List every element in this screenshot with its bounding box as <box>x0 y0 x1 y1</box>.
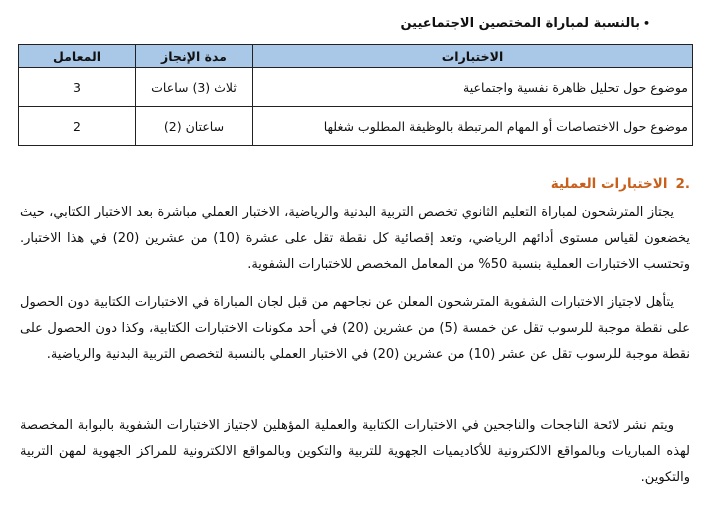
exams-table <box>18 44 693 146</box>
bullet-icon: • <box>642 17 650 30</box>
bullet-heading-text: بالنسبة لمباراة المختصين الاجتماعيين <box>400 16 640 31</box>
bullet-heading <box>400 16 650 31</box>
cell-duration: ساعتان (2) <box>136 107 253 146</box>
table-header-row <box>19 45 693 68</box>
cell-coefficient: 3 <box>19 68 136 107</box>
cell-coefficient: 2 <box>19 107 136 146</box>
header-subject: الاختبارات <box>253 45 693 68</box>
paragraph-publication <box>20 413 690 491</box>
header-coefficient: المعامل <box>19 45 136 68</box>
paragraph-text: يجتاز المترشحون لمباراة التعليم الثانوي تخصص التربية البدنية والرياضية، الاختبار العملي مباشرة بعد الاختبار الكتابي، حيث يخضعون لقياس مستوى أدائهم الرياضي، وتعد إقصائية كل نقطة تقل على عشرة (10) من عشرين (20) في هذا الاختبار. وتحتسب الاختبارات العملية بنسبة 50% من المعامل المخصص للاختبارات الشفوية. <box>20 205 690 272</box>
header-duration: مدة الإنجاز <box>136 45 253 68</box>
cell-subject: موضوع حول الاختصاصات أو المهام المرتبطة بالوظيفة المطلوب شغلها <box>253 107 693 146</box>
paragraph-text: يتأهل لاجتياز الاختبارات الشفوية المترشحون المعلن عن نجاحهم من قبل لجان المباراة في الاختبارات الكتابية دون الحصول على نقطة موجبة للرسوب تقل عن خمسة (5) من عشرين (20) في أحد مكونات الاختبارات الكتابية، وكذا دون الحصول على نقطة موجبة للرسوب تقل عن عشر (10) من عشرين (20) في الاختبار العملي بالنسبة لتخصص التربية البدنية والرياضية. <box>20 295 690 362</box>
table-row <box>19 68 693 107</box>
section-title-text: الاختبارات العملية <box>550 176 668 192</box>
cell-subject: موضوع حول تحليل ظاهرة نفسية واجتماعية <box>253 68 693 107</box>
paragraph-oral-eligibility <box>20 290 690 368</box>
table-row <box>19 107 693 146</box>
cell-duration: ثلاث (3) ساعات <box>136 68 253 107</box>
section-heading <box>551 176 690 192</box>
paragraph-text: ويتم نشر لائحة الناجحات والناجحين في الاختبارات الكتابية والعملية المؤهلين لاجتياز الاختبارات الشفوية بالبوابة المخصصة لهذه المباريات وبالمواقع الالكترونية للأكاديميات الجهوية للتربية والتكوين وبالمواقع الالكترونية للمراكز الجهوية لمهن التربية والتكوين. <box>20 418 690 485</box>
section-number: .2 <box>675 176 690 192</box>
paragraph-practical-exams <box>20 200 690 278</box>
